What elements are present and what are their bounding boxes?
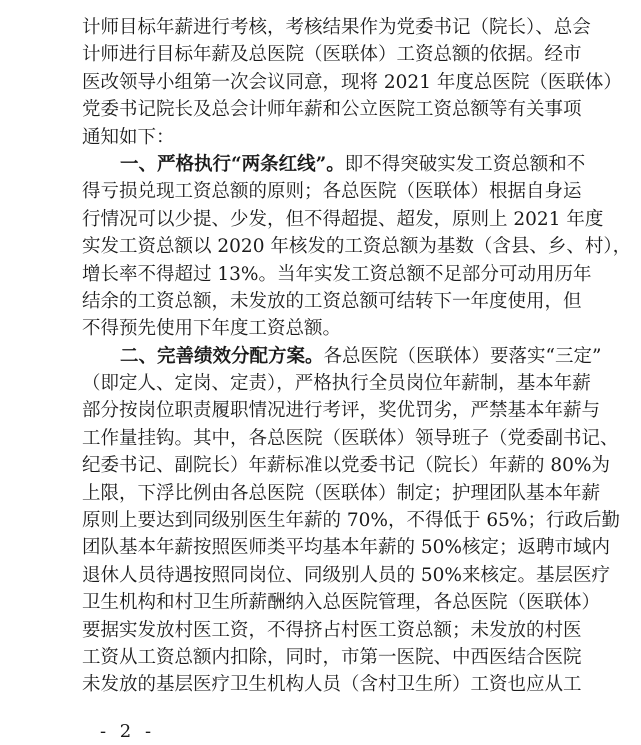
text-line: 党委书记院长及总会计师年薪和公立医院工资总额等有关事项 [82, 99, 582, 121]
text-line: 未发放的基层医疗卫生机构人员（含村卫生所）工资也应从工 [82, 674, 582, 696]
text-span: 即不得突破实发工资总额和不 [344, 153, 586, 175]
text-line: 卫生机构和村卫生所薪酬纳入总医院管理，各总医院（医联体） [82, 592, 601, 614]
text-line: 部分按岗位职责履职情况进行考评，奖优罚劣，严禁基本年薪与 [82, 400, 601, 422]
text-line: 团队基本年薪按照医师类平均基本年薪的 50%核定；返聘市域内 [82, 537, 611, 559]
text-line: 行情况可以少提、少发，但不得超提、超发，原则上 2021 年度 [82, 208, 604, 230]
text-line: 纪委书记、副院长）年薪标准以党委书记（院长）年薪的 80%为 [82, 455, 611, 477]
text-line: 上限，下浮比例由各总医院（医联体）制定；护理团队基本年薪 [82, 482, 601, 504]
text-line: 不得预先使用下年度工资总额。 [82, 318, 342, 340]
section-2-first-line [82, 343, 602, 370]
text-line: 得亏损兑现工资总额的原则；各总医院（医联体）根据自身运 [82, 181, 582, 203]
text-line: 医改领导小组第一次会议同意，现将 2021 年度总医院（医联体） [82, 71, 622, 93]
text-line: 要据实发放村医工资，不得挤占村医工资总额；未发放的村医 [82, 619, 582, 641]
text-line: （即定人、定岗、定责），严格执行全员岗位年薪制，基本年薪 [82, 373, 591, 395]
text-line: 通知如下： [82, 126, 175, 148]
text-line: 计师进行目标年薪及总医院（医联体）工资总额的依据。经市 [82, 44, 582, 66]
text-line: 增长率不得超过 13%。当年实发工资总额不足部分可动用历年 [82, 263, 592, 285]
text-line: 实发工资总额以 2020 年核发的工资总额为基数（含县、乡、村）， [82, 236, 632, 258]
text-line: 工资从工资总额内扣除，同时，市第一医院、中西医结合医院 [82, 646, 582, 668]
text-span: 各总医院（医联体）要落实“三定” [323, 345, 602, 367]
section-1-first-line [82, 151, 586, 178]
section-1-heading: 一、严格执行“两条红线”。 [120, 153, 345, 175]
document-page [82, 14, 632, 699]
text-line: 工作量挂钩。其中，各总医院（医联体）领导班子（党委副书记、 [82, 427, 619, 449]
page-number: - 2 - [100, 721, 156, 742]
text-line: 计师目标年薪进行考核，考核结果作为党委书记（院长）、总会 [82, 17, 591, 38]
section-2-heading: 二、完善绩效分配方案。 [120, 345, 324, 367]
text-line: 退休人员待遇按照同岗位、同级别人员的 50%来核定。基层医疗 [82, 564, 611, 586]
text-line: 结余的工资总额，未发放的工资总额可结转下一年度使用，但 [82, 290, 582, 312]
text-line: 原则上要达到同级别医生年薪的 70%，不得低于 65%；行政后勤 [82, 510, 621, 532]
